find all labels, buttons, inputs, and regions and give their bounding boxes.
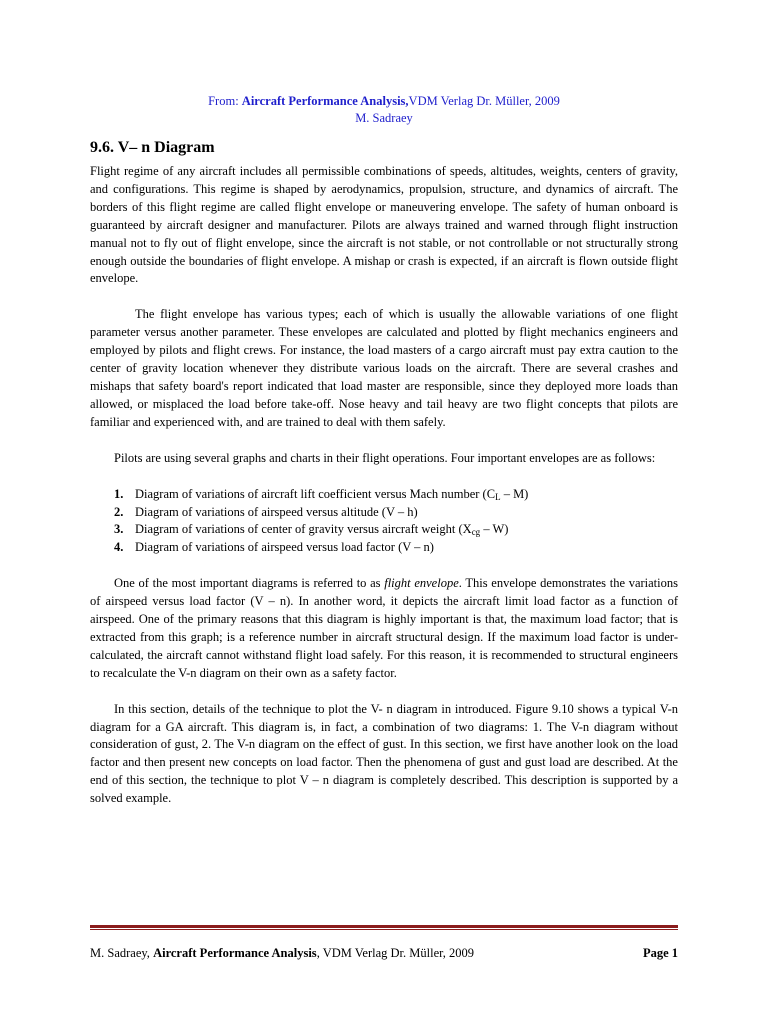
footer-citation [90,945,474,962]
list-text-end: – M) [500,486,529,501]
citation-prefix: From: [208,94,242,108]
list-text: Diagram of variations of airspeed versus load factor (V – n) [135,540,434,555]
list-subscript: L [495,491,501,502]
page-number: Page 1 [642,946,678,960]
list-number: 2. [114,504,124,519]
paragraph-3: Pilots are using several graphs and charts in their flight operations. Four important envelopes are as follows: [114,450,656,465]
paragraph-2: The flight envelope has various types; each of which is usually the allowable variations of one flight parameter versus another parameter. These envelopes are calculated and plotted by flight mechanics engineers and employed by pilots and flight crews. For instance, the load masters of a cargo aircraft must pay extra caution to the center of gravity location whenever they distribute various loads on the aircraft. There are several crashes and mishaps that safety board's report indicated that load master are responsible, since they deployed more loads than allowed, or misplaced the load before take-off. Nose heavy and tail heavy are two flight concepts that pilots are familiar and experienced with, and are trained to deal with them safely. [90,307,678,429]
citation-publisher: VDM Verlag Dr. Müller, 2009 [408,94,560,108]
list-subscript: cg [471,527,481,538]
list-text: Diagram of variations of airspeed versus altitude (V – h) [135,504,418,519]
list-item [90,521,678,539]
footer-rule [90,925,678,930]
footer-publisher: , VDM Verlag Dr. Müller, 2009 [316,946,475,960]
section-title: 9.6. V– n Diagram [90,139,215,156]
paragraph-4-end: . This envelope demonstrates the variations of airspeed versus load factor (V – n). In another word, it depicts the aircraft limit load factor as a function of airspeed. One of the primary reasons that this diagram is highly important is that, the maximum load factor; that is extracted from this graph; is a reference number in aircraft structural design. If the maximum load factor is under-calculated, the aircraft cannot withstand flight load safely. For this reason, it is recommended to structural engineers to recalculate the V-n diagram on their own as a safety factor. [90,576,678,680]
footer-book-title: Aircraft Performance Analysis [153,946,317,960]
list-item [90,486,678,504]
citation-line [0,93,768,110]
paragraph-5: In this section, details of the technique to plot the V- n diagram in introduced. Figure 9.10 shows a typical V-n diagram for a GA aircraft. This diagram is, in fact, a combination of two diagrams: 1. The V-n diagram without consideration of gust, 2. The V-n diagram on the effect of gust. In this section, we first have another look on the load factor and then present new concepts on load factor. Then the phenomena of gust and gust load are described. At the end of this section, the technique to plot V – n diagram is completely described. This description is supported by a solved example. [90,701,678,806]
list-text: Diagram of variations of center of gravity versus aircraft weight (X [135,522,472,537]
list-text: Diagram of variations of aircraft lift coefficient versus Mach number (C [135,486,496,501]
envelope-list [90,486,678,558]
source-citation [0,93,768,127]
list-item [90,539,678,557]
emphasis-flight-envelope: flight envelope [384,576,459,591]
citation-author: M. Sadraey [355,111,413,125]
paragraph-4 [90,575,678,682]
citation-book-title: Aircraft Performance Analysis, [241,94,409,108]
list-item [90,504,678,522]
paragraph-4-start: One of the most important diagrams is referred to as [114,576,385,591]
list-number: 1. [114,486,124,501]
footer-author: M. Sadraey, [90,946,154,960]
paragraph-1: Flight regime of any aircraft includes all permissible combinations of speeds, altitudes, weights, centers of gravity, and configurations. This regime is shaped by aerodynamics, propulsion, structure, and dynamics of aircraft. The borders of this flight regime are called flight envelope or maneuvering envelope. The safety of human onboard is guaranteed by aircraft designer and manufacturer. Pilots are always trained and warned through flight instruction manual not to fly out of flight envelope, since the aircraft is not stable, or not controllable or not structurally strong enough outside the boundaries of flight envelope. A mishap or crash is expected, if an aircraft is flown outside flight envelope. [90,164,678,286]
list-number: 3. [114,522,124,537]
list-text-end: – W) [480,522,509,537]
document-body [90,137,678,808]
list-number: 4. [114,540,124,555]
